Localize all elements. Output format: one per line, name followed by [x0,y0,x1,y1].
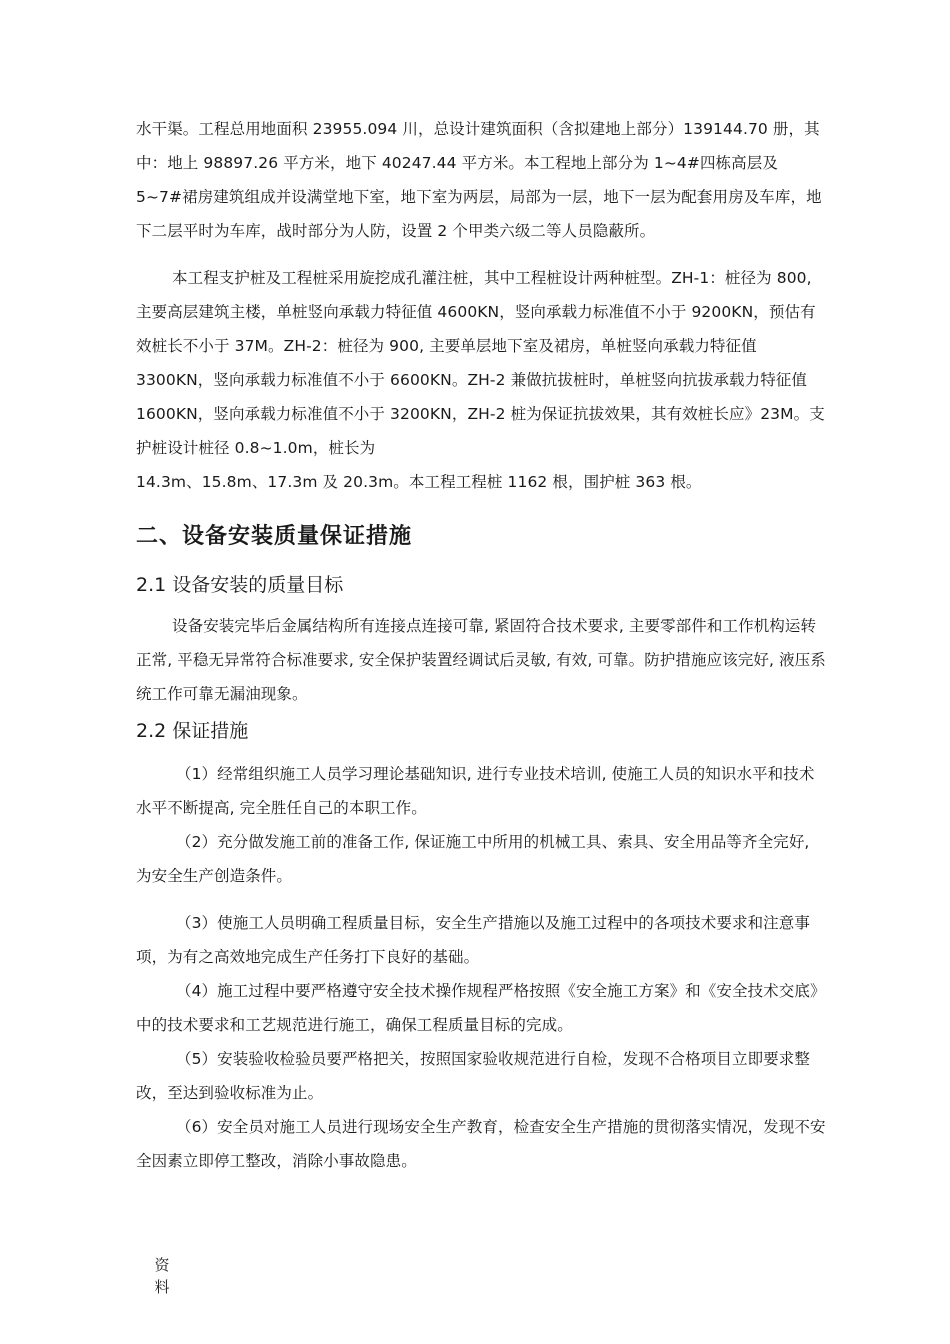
measure-item-6: （6）安全员对施工人员进行现场安全生产教育，检查安全生产措施的贯彻落实情况，发现不安全因素立即停工整改，消除小事故隐患。 [136,1118,826,1170]
measure-item-5: （5）安装验收检验员要严格把关，按照国家验收规范进行自检，发现不合格项目立即要求整改，至达到验收标准为止。 [136,1050,810,1102]
section-title: 二、设备安装质量保证措施 [136,524,413,549]
measure-item-3: （3）使施工人员明确工程质量目标，安全生产措施以及施工过程中的各项技术要求和注意事项，为有之高效地完成生产任务打下良好的基础。 [136,914,810,966]
document-body [136,112,826,1178]
intro-paragraph-3: 14.3m、15.8m、17.3m 及 20.3m。本工程工程桩 1162 根，围护桩 363 根。 [136,473,702,491]
quality-goal-paragraph: 设备安装完毕后金属结构所有连接点连接可靠, 紧固符合技术要求, 主要零部件和工作机构运转正常, 平稳无异常符合标准要求, 安全保护装置经调试后灵敏, 有效, 可靠。防护措施应该完好, 液压系统工作可靠无漏油现象。 [136,617,826,703]
subsection-title-2-2: 2.2 保证措施 [136,720,249,742]
measure-item-2: （2）充分做发施工前的准备工作, 保证施工中所用的机械工具、索具、安全用品等齐全完好, 为安全生产创造条件。 [136,833,810,885]
measure-item-1: （1）经常组织施工人员学习理论基础知识, 进行专业技术培训, 使施工人员的知识水平和技术水平不断提高, 完全胜任自己的本职工作。 [136,765,815,817]
intro-paragraph-2: 本工程支护桩及工程桩采用旋挖成孔灌注桩，其中工程桩设计两种桩型。ZH-1：桩径为 800, 主要高层建筑主楼，单桩竖向承载力特征值 4600KN，竖向承载力标准值不小于 9200KN，预估有效桩长不小于 37M。ZH-2：桩径为 900, 主要单层地下室及裙房，单桩竖向承载力特征值 3300KN，竖向承载力标准值不小于 6600KN。ZH-2 兼做抗拔桩时，单桩竖向抗拔承载力特征值 1600KN，竖向承载力标准值不小于 3200KN，ZH-2 桩为保证抗拔效果，其有效桩长应》23M。支护桩设计桩径 0.8~1.0m，桩长为 [136,269,825,457]
measure-item-4: （4）施工过程中要严格遵守安全技术操作规程严格按照《安全施工方案》和《安全技术交底》中的技术要求和工艺规范进行施工，确保工程质量目标的完成。 [136,982,826,1034]
footer-label: 资料 [154,1256,170,1296]
intro-paragraph-1: 水干渠。工程总用地面积 23955.094 川，总设计建筑面积（含拟建地上部分）139144.70 册，其中：地上 98897.26 平方米，地下 40247.44 平方米。本工程地上部分为 1~4#四栋高层及 5~7#裙房建筑组成并设满堂地下室，地下室为两层，局部为一层，地下一层为配套用房及车库，地下二层平时为车库，战时部分为人防，设置 2 个甲类六级二等人员隐蔽所。 [136,120,822,240]
subsection-title-2-1: 2.1 设备安装的质量目标 [136,574,344,596]
